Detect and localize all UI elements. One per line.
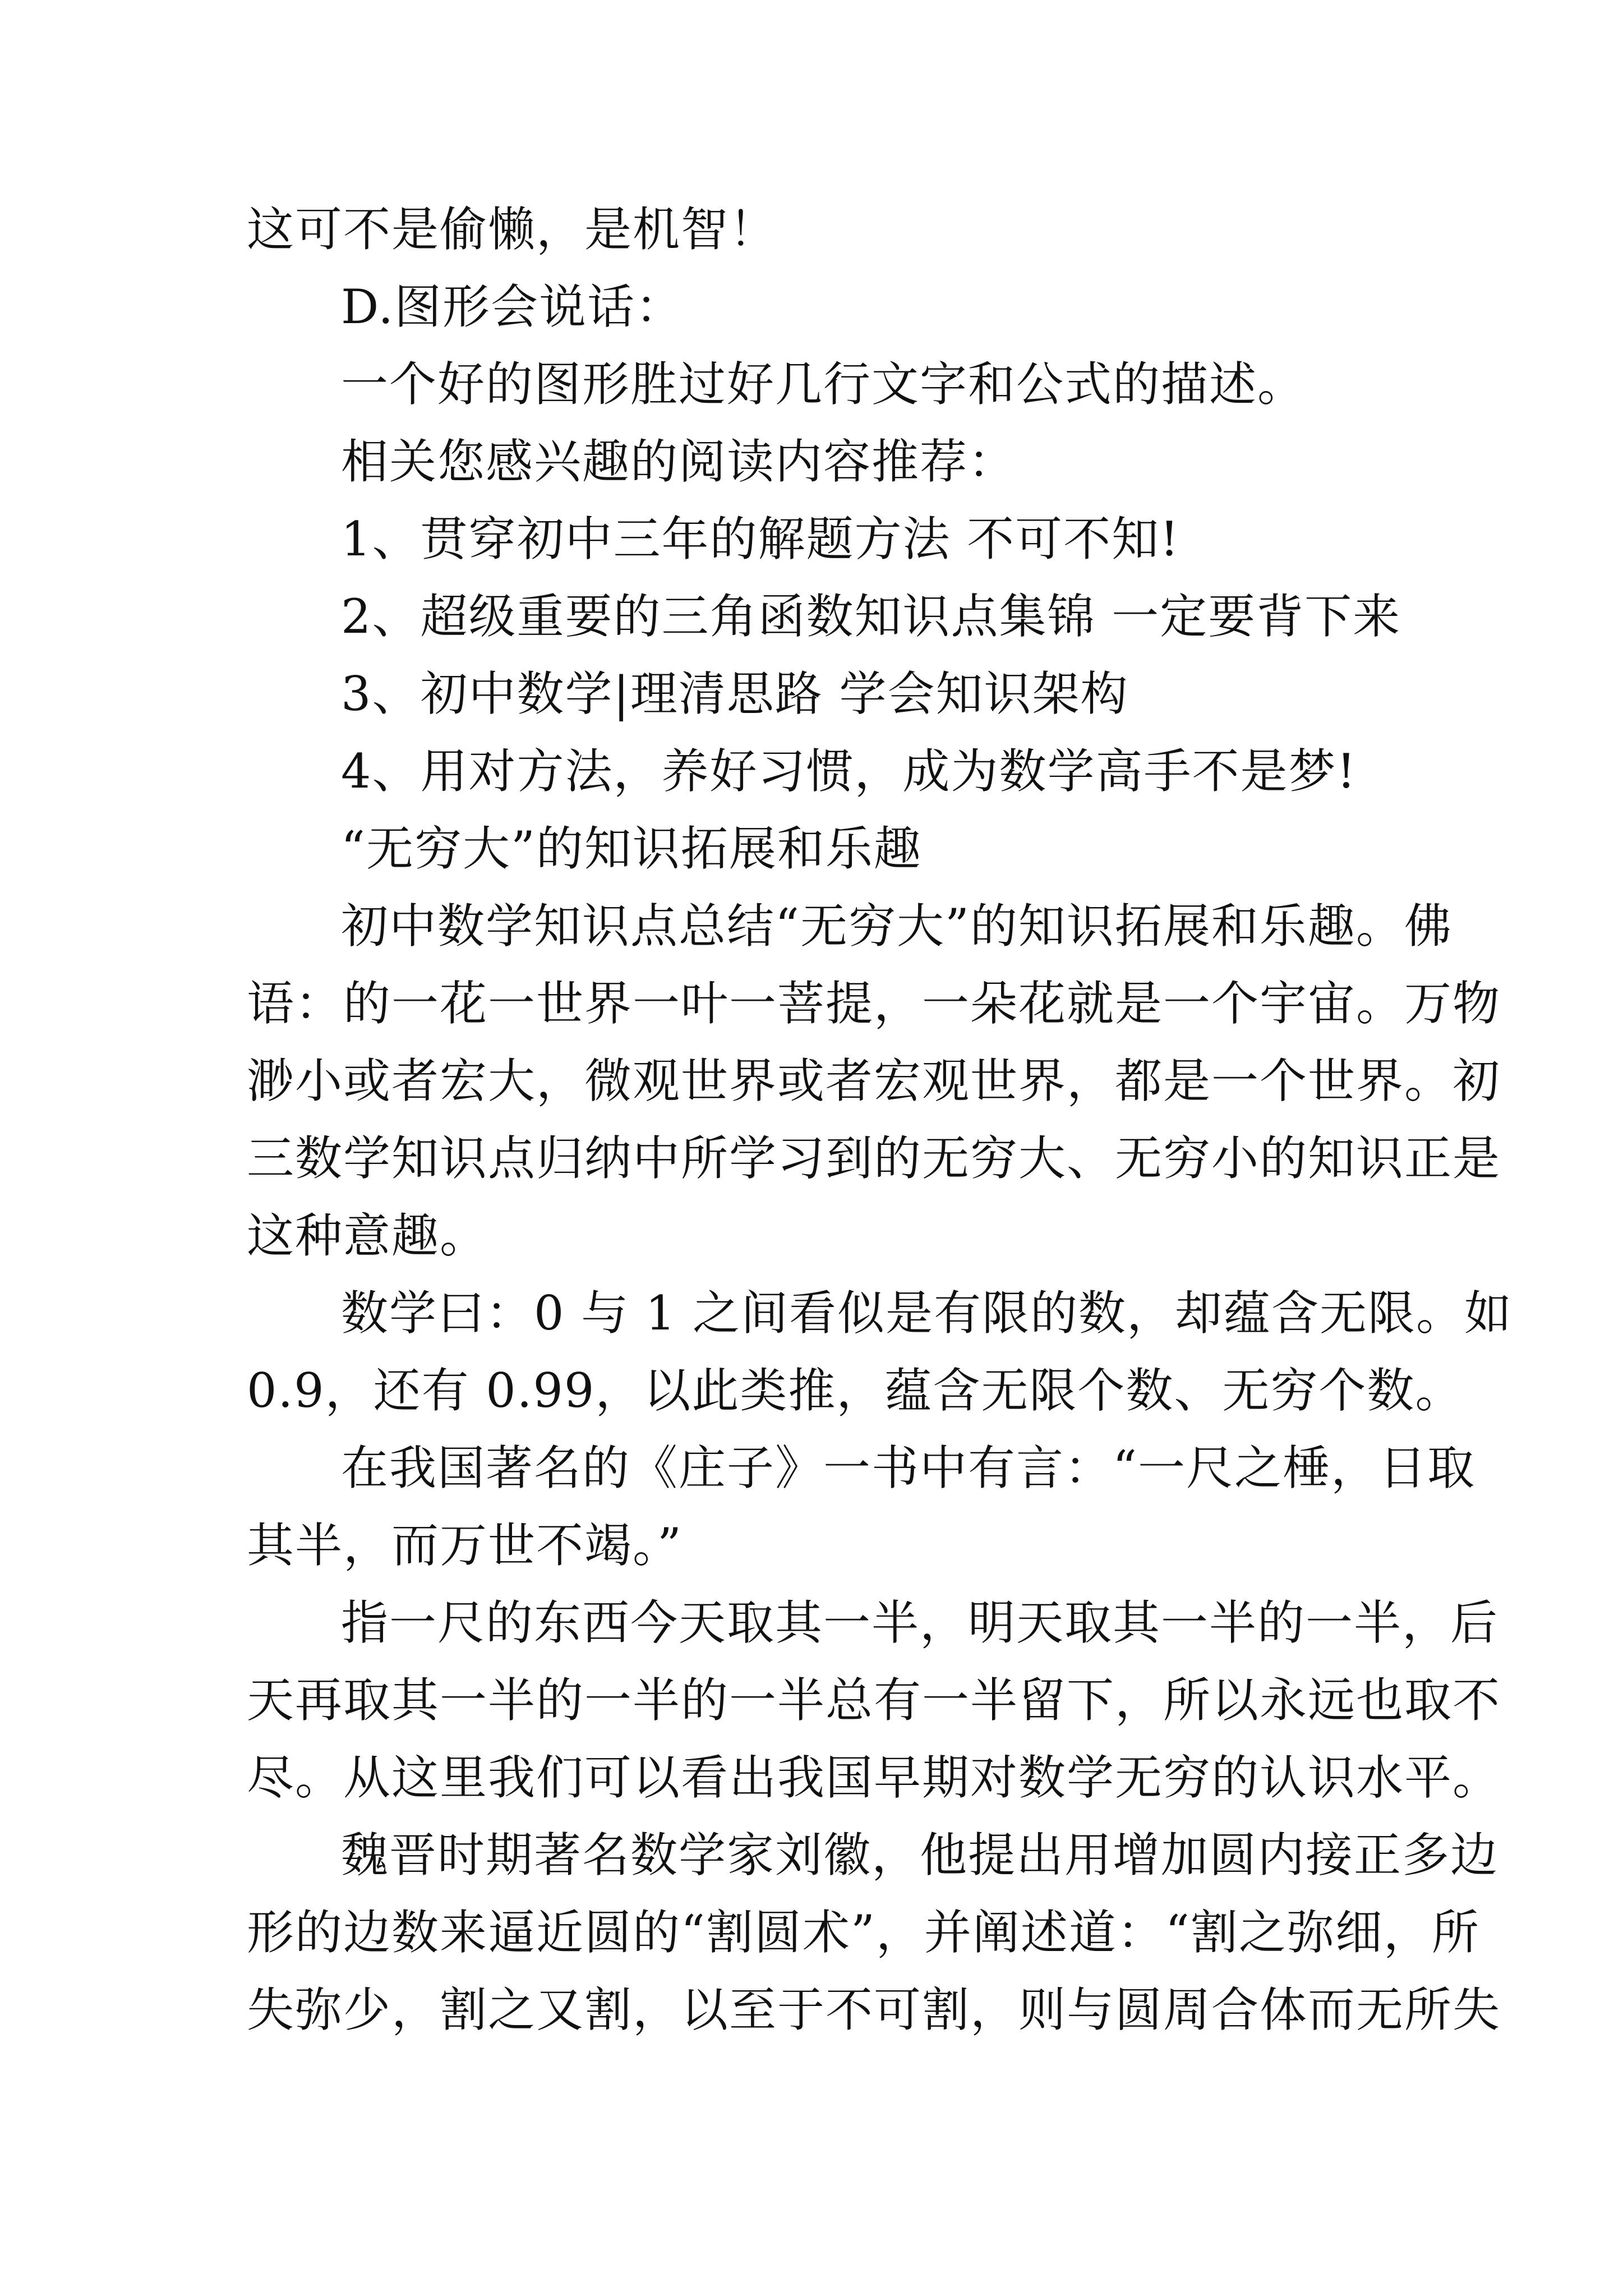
text-line: 三数学知识点归纳中所学习到的无穷大、无穷小的知识正是 bbox=[247, 1131, 1501, 1186]
text-line: 一个好的图形胜过好几行文字和公式的描述。 bbox=[341, 357, 1306, 412]
text-line: 渺小或者宏大，微观世界或者宏观世界，都是一个世界。初 bbox=[247, 1053, 1501, 1108]
recommend-item: 1、贯穿初中三年的解题方法 不可不知! bbox=[341, 512, 1180, 567]
text-line: 失弥少，割之又割，以至于不可割，则与圆周合体而无所失 bbox=[247, 1982, 1501, 2037]
recommend-item: 2、超级重要的三角函数知识点集锦 一定要背下来 bbox=[341, 589, 1401, 644]
text-line: 指一尺的东西今天取其一半，明天取其一半的一半，后 bbox=[341, 1595, 1499, 1650]
recommend-item: 4、用对方法，养好习惯，成为数学高手不是梦! bbox=[341, 744, 1357, 799]
text-line: 尽。从这里我们可以看出我国早期对数学无穷的认识水平。 bbox=[247, 1750, 1501, 1805]
text-line: 数学曰：0 与 1 之间看似是有限的数，却蕴含无限。如 bbox=[341, 1286, 1513, 1341]
text-line: 0.9，还有 0.99，以此类推，蕴含无限个数、无穷个数。 bbox=[247, 1363, 1464, 1418]
text-line: 这种意趣。 bbox=[247, 1208, 488, 1263]
text-line: 其半，而万世不竭。” bbox=[247, 1518, 683, 1573]
text-line: 这可不是偷懒，是机智！ bbox=[247, 202, 778, 257]
text-line: 初中数学知识点总结“无穷大”的知识拓展和乐趣。佛 bbox=[341, 899, 1453, 954]
document-body bbox=[247, 191, 1513, 2049]
recommend-heading: 相关您感兴趣的阅读内容推荐： bbox=[341, 434, 1017, 489]
text-line: 天再取其一半的一半的一半总有一半留下，所以永远也取不 bbox=[247, 1673, 1501, 1728]
text-line: 形的边数来逼近圆的“割圆术”，并阐述道：“割之弥细，所 bbox=[247, 1905, 1480, 1960]
article-title: “无穷大”的知识拓展和乐趣 bbox=[341, 821, 922, 876]
recommend-item: 3、初中数学|理清思路 学会知识架构 bbox=[341, 666, 1129, 721]
text-line: 魏晋时期著名数学家刘徽，他提出用增加圆内接正多边 bbox=[341, 1828, 1499, 1883]
text-line: 在我国著名的《庄子》一书中有言：“一尺之棰，日取 bbox=[341, 1441, 1476, 1496]
text-line: 语：的一花一世界一叶一菩提，一朵花就是一个宇宙。万物 bbox=[247, 976, 1501, 1031]
section-heading: D.图形会说话： bbox=[341, 279, 684, 334]
